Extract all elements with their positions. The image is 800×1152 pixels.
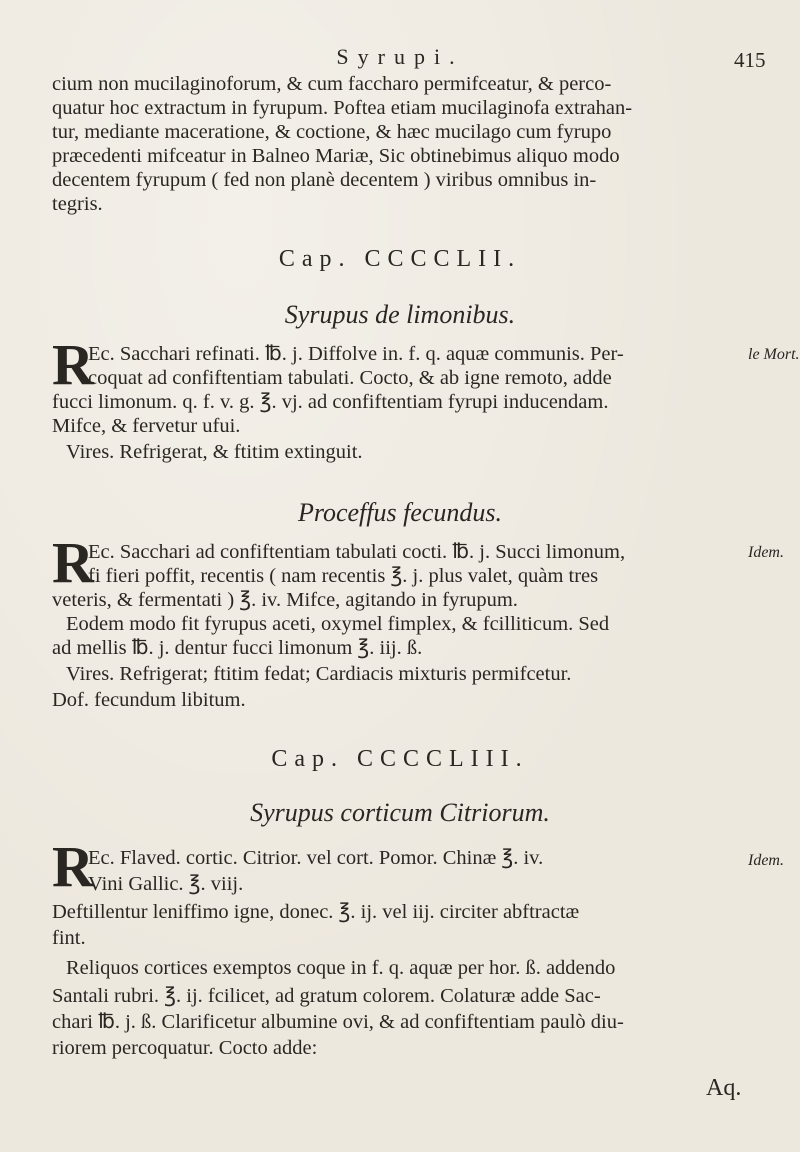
vires-line: Vires. Refrigerat, & ftitim extinguit. [66, 441, 363, 463]
text-line: Vini Gallic. ℥. viij. [88, 873, 244, 895]
text-line: Deftillentur leniffimo igne, donec. ℥. ij. vel iij. circiter abftractæ [52, 901, 580, 923]
text-line: Santali rubri. ℥. ij. fcilicet, ad gratum colorem. Colaturæ adde Sac- [52, 985, 601, 1007]
text-line: fucci limonum. q. f. v. g. ℥. vj. ad confiftentiam fyrupi inducendam. [52, 391, 609, 413]
text-line: Reliquos cortices exemptos coque in f. q. aquæ per hor. ß. addendo [66, 957, 616, 979]
text-line: coquat ad confiftentiam tabulati. Cocto, & ab igne remoto, adde [88, 367, 612, 389]
chapter-heading: Cap. CCCCLIII. [271, 746, 529, 772]
chapter-title: Syrupus corticum Citriorum. [250, 798, 550, 827]
drop-cap: R [52, 332, 94, 397]
text-line: præcedenti mifceatur in Balneo Mariæ, Sic obtinebimus aliquo modo [52, 145, 620, 167]
text-line: fi fieri poffit, recentis ( nam recentis ℥. j. plus valet, quàm tres [88, 565, 599, 587]
text-line: Mifce, & fervetur ufui. [52, 415, 241, 437]
margin-note: Idem. [748, 544, 784, 561]
page-number: 415 [734, 48, 766, 72]
text-line: Ec. Sacchari ad confiftentiam tabulati cocti. ℔. j. Succi limonum, [88, 541, 626, 563]
text-line: Eodem modo fit fyrupus aceti, oxymel fimplex, & fcilliticum. Sed [66, 613, 610, 635]
text-line: tegris. [52, 193, 103, 215]
vires-line: Vires. Refrigerat; ftitim fedat; Cardiacis mixturis permifcetur. [66, 663, 572, 685]
text-line: veteris, & fermentati ) ℥. iv. Mifce, agitando in fyrupum. [52, 589, 518, 611]
margin-note: Idem. [748, 852, 784, 869]
text-line: Ec. Flaved. cortic. Citrior. vel cort. Pomor. Chinæ ℥. iv. [88, 847, 544, 869]
text-line: cium non mucilaginoforum, & cum faccharo permifceatur, & perco- [52, 73, 612, 95]
text-line: decentem fyrupum ( fed non planè decentem ) viribus omnibus in- [52, 169, 597, 191]
text-line: tur, mediante maceratione, & coctione, & hæc mucilago cum fyrupo [52, 121, 612, 143]
chapter-title: Syrupus de limonibus. [284, 300, 516, 329]
text-line: ad mellis ℔. j. dentur fucci limonum ℥. iij. ß. [52, 637, 423, 659]
running-head: Syrupi. [336, 44, 464, 69]
process-title: Proceffus fecundus. [297, 498, 503, 527]
text-line: fint. [52, 927, 86, 949]
drop-cap: R [52, 530, 94, 595]
drop-cap: R [52, 834, 94, 899]
chapter-heading: Cap. CCCCLII. [278, 246, 522, 272]
text-line: riorem percoquatur. Cocto adde: [52, 1037, 318, 1059]
text-line: quatur hoc extractum in fyrupum. Poftea etiam mucilaginofa extrahan- [52, 97, 633, 119]
text-line: chari ℔. j. ß. Clarificetur albumine ovi, & ad confiftentiam paulò diu- [52, 1011, 624, 1033]
dose-line: Dof. fecundum libitum. [52, 689, 246, 711]
catchword: Aq. [706, 1075, 742, 1101]
margin-note: le Mort. [748, 346, 800, 363]
text-line: Ec. Sacchari refinati. ℔. j. Diffolve in. f. q. aquæ communis. Per- [88, 343, 624, 365]
